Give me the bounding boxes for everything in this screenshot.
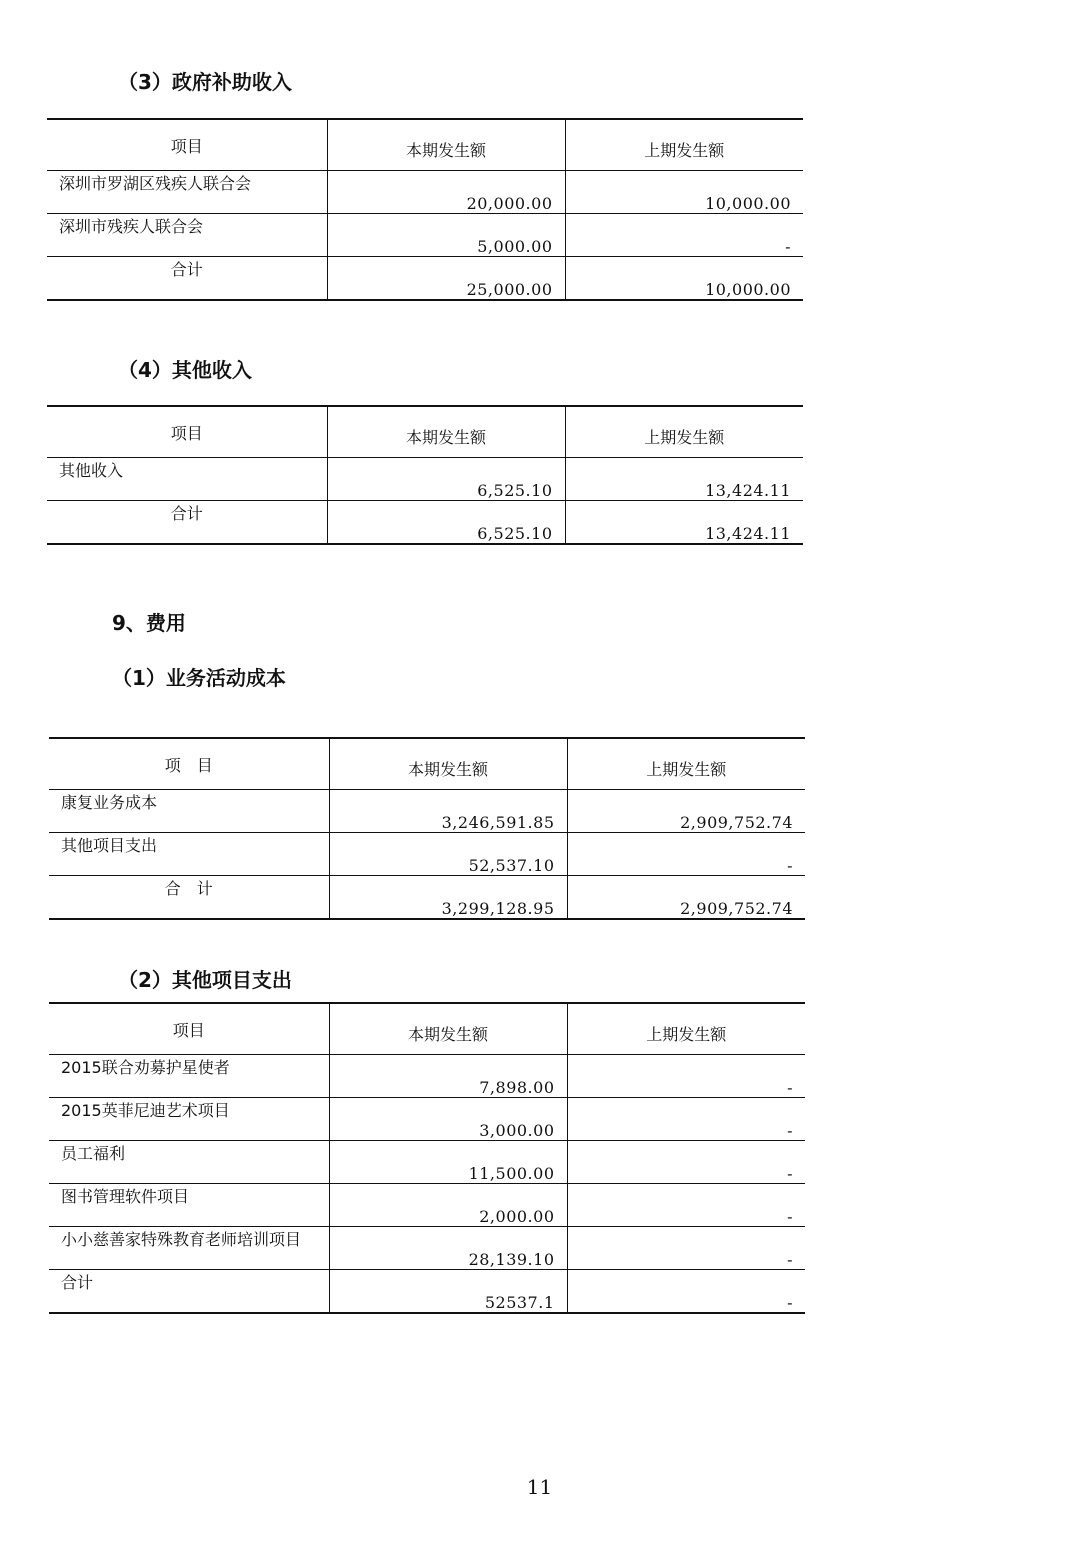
table-header-row bbox=[49, 738, 805, 790]
page-number: 11 bbox=[526, 1475, 553, 1499]
table-total-row bbox=[49, 876, 805, 920]
total-current: 25,000.00 bbox=[327, 257, 565, 301]
row-current: 2,000.00 bbox=[329, 1184, 567, 1227]
header-prior-period: 上期发生额 bbox=[567, 738, 805, 790]
total-label: 合计 bbox=[61, 1273, 94, 1292]
chapter-heading-expenses: 9、费用 bbox=[112, 611, 186, 635]
section-heading-other-income: （4）其他收入 bbox=[118, 358, 252, 382]
total-label: 合 计 bbox=[164, 879, 213, 898]
section-heading-government-subsidy: （3）政府补助收入 bbox=[118, 70, 292, 94]
table-row bbox=[47, 458, 803, 501]
table-total-row bbox=[47, 501, 803, 545]
header-item: 项目 bbox=[47, 119, 327, 171]
section-heading-other-project-expenses: （2）其他项目支出 bbox=[118, 968, 292, 992]
row-item: 图书管理软件项目 bbox=[49, 1184, 329, 1227]
row-item: 员工福利 bbox=[49, 1141, 329, 1184]
total-prior: - bbox=[567, 1270, 805, 1314]
row-current: 6,525.10 bbox=[327, 458, 565, 501]
header-item: 项 目 bbox=[49, 738, 329, 790]
row-item: 2015联合劝募护星使者 bbox=[49, 1055, 329, 1098]
header-current-period: 本期发生额 bbox=[327, 119, 565, 171]
header-current-period: 本期发生额 bbox=[329, 738, 567, 790]
row-current: 52,537.10 bbox=[329, 833, 567, 876]
table-row bbox=[49, 833, 805, 876]
row-current: 28,139.10 bbox=[329, 1227, 567, 1270]
table-total-row bbox=[47, 257, 803, 301]
section-heading-business-cost: （1）业务活动成本 bbox=[112, 666, 286, 690]
row-prior: - bbox=[567, 1055, 805, 1098]
header-current-period: 本期发生额 bbox=[327, 406, 565, 458]
row-current: 20,000.00 bbox=[327, 171, 565, 214]
total-prior: 2,909,752.74 bbox=[567, 876, 805, 920]
table-row bbox=[47, 171, 803, 214]
row-prior: 10,000.00 bbox=[565, 171, 803, 214]
row-prior: - bbox=[567, 833, 805, 876]
table-row bbox=[49, 1184, 805, 1227]
header-prior-period: 上期发生额 bbox=[565, 406, 803, 458]
row-prior: - bbox=[567, 1184, 805, 1227]
row-current: 3,000.00 bbox=[329, 1098, 567, 1141]
header-item: 项目 bbox=[49, 1003, 329, 1055]
table-other-project-expenses bbox=[49, 1002, 805, 1314]
row-item: 其他项目支出 bbox=[49, 833, 329, 876]
header-prior-period: 上期发生额 bbox=[565, 119, 803, 171]
row-prior: - bbox=[565, 214, 803, 257]
total-label: 合计 bbox=[170, 504, 203, 523]
header-item: 项目 bbox=[47, 406, 327, 458]
table-government-subsidy bbox=[47, 118, 803, 301]
row-current: 3,246,591.85 bbox=[329, 790, 567, 833]
row-prior: - bbox=[567, 1227, 805, 1270]
total-prior: 13,424.11 bbox=[565, 501, 803, 545]
row-prior: 13,424.11 bbox=[565, 458, 803, 501]
row-prior: - bbox=[567, 1098, 805, 1141]
table-row bbox=[49, 1098, 805, 1141]
row-prior: - bbox=[567, 1141, 805, 1184]
row-item: 2015英菲尼迪艺术项目 bbox=[49, 1098, 329, 1141]
total-current: 3,299,128.95 bbox=[329, 876, 567, 920]
row-current: 5,000.00 bbox=[327, 214, 565, 257]
total-current: 52537.1 bbox=[329, 1270, 567, 1314]
table-row bbox=[49, 790, 805, 833]
row-item: 小小慈善家特殊教育老师培训项目 bbox=[49, 1227, 329, 1270]
header-prior-period: 上期发生额 bbox=[567, 1003, 805, 1055]
table-business-cost bbox=[49, 737, 805, 920]
table-header-row bbox=[47, 119, 803, 171]
row-item: 康复业务成本 bbox=[49, 790, 329, 833]
row-current: 11,500.00 bbox=[329, 1141, 567, 1184]
row-item: 其他收入 bbox=[47, 458, 327, 501]
table-row bbox=[47, 214, 803, 257]
table-other-income bbox=[47, 405, 803, 545]
row-item: 深圳市残疾人联合会 bbox=[47, 214, 327, 257]
row-item: 深圳市罗湖区残疾人联合会 bbox=[47, 171, 327, 214]
table-row bbox=[49, 1055, 805, 1098]
table-total-row bbox=[49, 1270, 805, 1314]
table-header-row bbox=[49, 1003, 805, 1055]
total-prior: 10,000.00 bbox=[565, 257, 803, 301]
table-header-row bbox=[47, 406, 803, 458]
total-current: 6,525.10 bbox=[327, 501, 565, 545]
header-current-period: 本期发生额 bbox=[329, 1003, 567, 1055]
row-prior: 2,909,752.74 bbox=[567, 790, 805, 833]
total-label: 合计 bbox=[170, 260, 203, 279]
row-current: 7,898.00 bbox=[329, 1055, 567, 1098]
table-row bbox=[49, 1141, 805, 1184]
table-row bbox=[49, 1227, 805, 1270]
